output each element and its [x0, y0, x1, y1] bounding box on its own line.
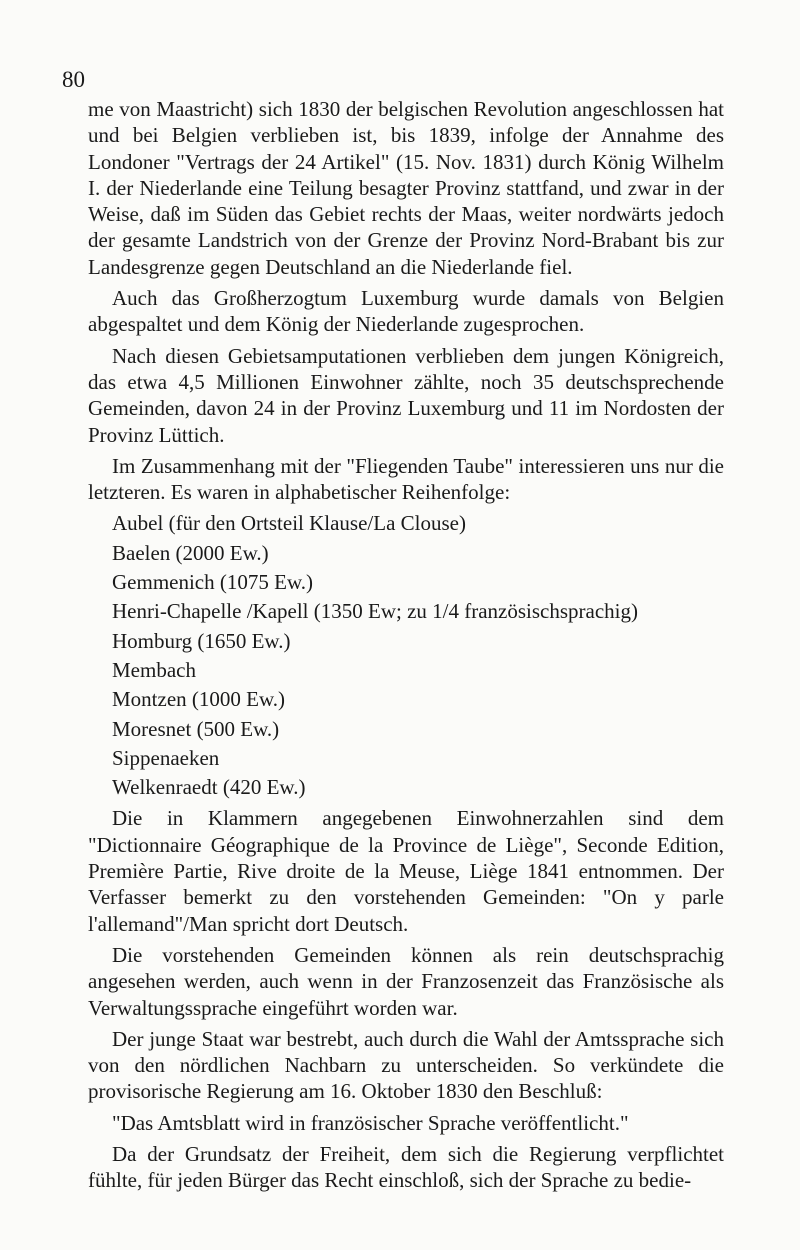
- list-item: Homburg (1650 Ew.): [112, 628, 291, 653]
- list-item: Sippenaeken: [112, 745, 220, 770]
- list-item: Welkenraedt (420 Ew.): [112, 775, 306, 800]
- paragraph-5: Die in Klammern angegebenen Einwohnerzahlen sind dem "Dictionnaire Géographique de la Province de Liège", Seconde Edition, Première Partie, Rive droite de la Meuse, Liège 1841 entnommen. Der Verfasser bemerkt zu den vorstehenden Gemeinden: "On y parle l'allemand"/Man spricht dort Deutsch.: [88, 806, 724, 936]
- list-item: Henri-Chapelle /Kapell (1350 Ew; zu 1/4 französischsprachig): [112, 599, 638, 624]
- quote-line: "Das Amtsblatt wird in französischer Sprache veröffentlicht.": [112, 1110, 629, 1135]
- body-text: [88, 96, 724, 1199]
- list-item: Moresnet (500 Ew.): [112, 716, 280, 741]
- paragraph-8: Da der Grundsatz der Freiheit, dem sich die Regierung verpflichtet fühlte, für jeden Bürger das Recht einschloß, sich der Sprache zu bedie-: [88, 1141, 724, 1193]
- list-item: Montzen (1000 Ew.): [112, 687, 286, 712]
- paragraph-3: Nach diesen Gebietsamputationen verblieben dem jungen Königreich, das etwa 4,5 Millionen Einwohner zählte, noch 35 deutschsprechende Gemeinden, davon 24 in der Provinz Luxemburg und 11 im Nordosten der Provinz Lüttich.: [88, 343, 724, 447]
- paragraph-6: Die vorstehenden Gemeinden können als rein deutschsprachig angesehen werden, auch wenn in der Franzosenzeit das Französische als Verwaltungssprache eingeführt worden war.: [88, 942, 724, 1020]
- list-item: Baelen (2000 Ew.): [112, 540, 269, 565]
- list-item: Membach: [112, 657, 196, 682]
- municipality-list: [112, 510, 724, 800]
- paragraph-2: Auch das Großherzogtum Luxemburg wurde damals von Belgien abgespaltet und dem König der Niederlande zugesprochen.: [88, 286, 724, 337]
- list-item: Aubel (für den Ortsteil Klause/La Clouse): [112, 511, 466, 536]
- paragraph-1: me von Maastricht) sich 1830 der belgischen Revolution angeschlossen hat und bei Belgien verblieben ist, bis 1839, infolge der Annahme des Londoner "Vertrags der 24 Artikel" (15. Nov. 1831) durch König Wilhelm I. der Niederlande eine Teilung besagter Provinz stattfand, und zwar in der Weise, daß im Süden das Gebiet rechts der Maas, weiter nordwärts jedoch der gesamte Landstrich von der Grenze der Provinz Nord-Brabant bis zur Landesgrenze gegen Deutschland an die Niederlande fiel.: [88, 97, 724, 279]
- paragraph-4: Im Zusammenhang mit der "Fliegenden Taube" interessieren uns nur die letzteren. Es waren in alphabetischer Reihenfolge:: [88, 453, 724, 505]
- page-number: 80: [62, 67, 85, 92]
- list-item: Gemmenich (1075 Ew.): [112, 570, 313, 595]
- paragraph-7: Der junge Staat war bestrebt, auch durch die Wahl der Amtssprache sich von den nördlichen Nachbarn zu unterscheiden. So verkündete die provisorische Regierung am 16. Oktober 1830 den Beschluß:: [88, 1026, 724, 1104]
